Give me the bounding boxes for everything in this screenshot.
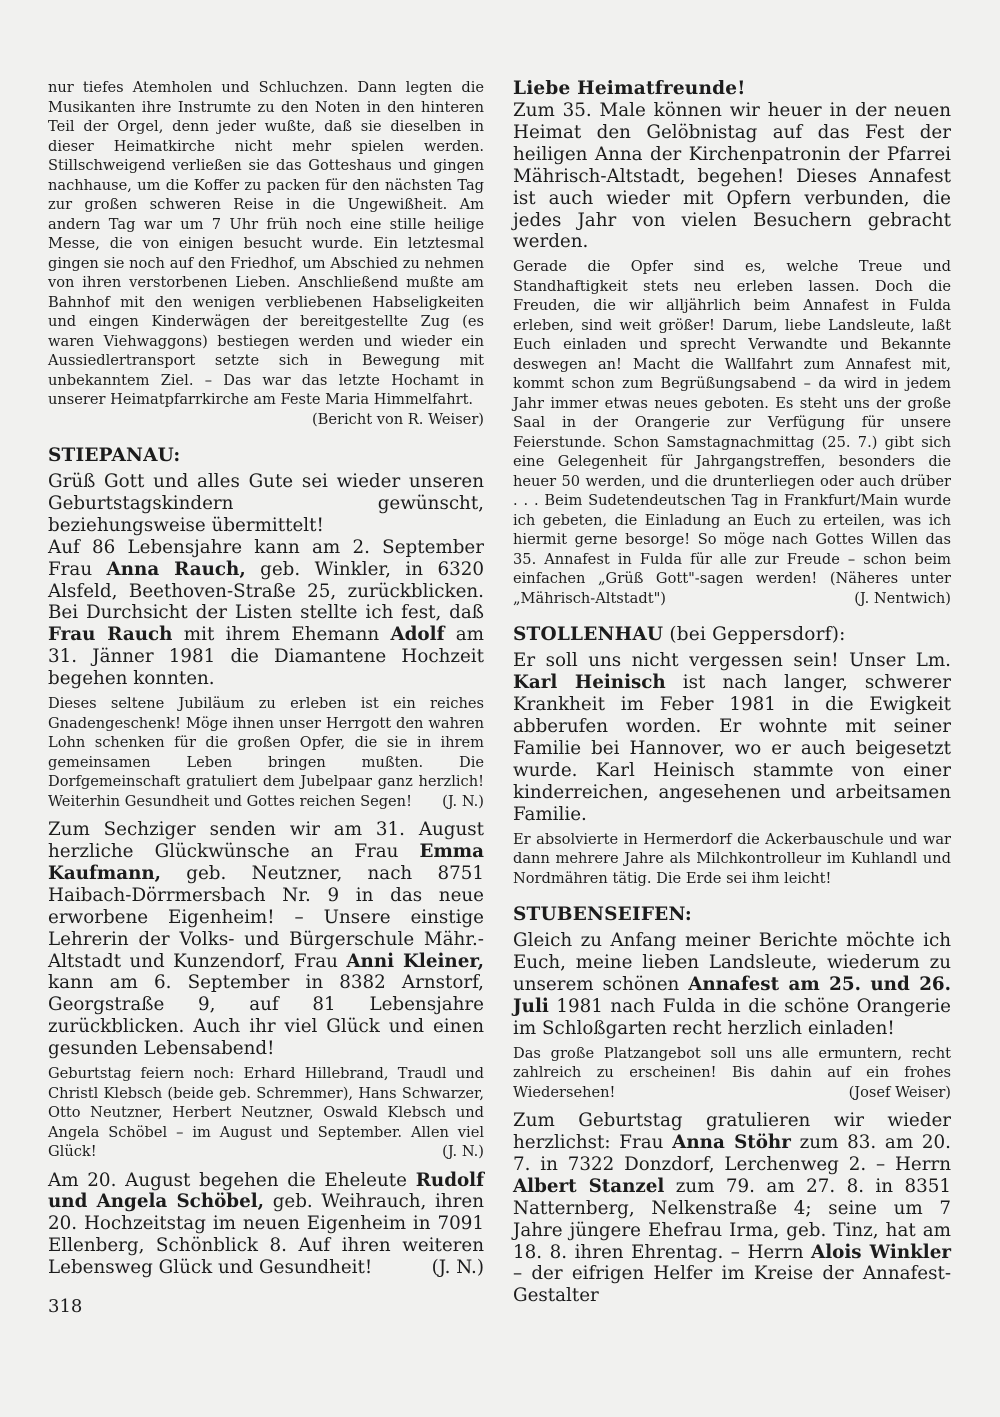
signature: (J. N.) <box>442 792 484 810</box>
paragraph-greeting: Grüß Gott und alles Gute sei wieder unseren Geburtstagskindern gewünscht, beziehungsweise übermittelt! <box>48 471 484 536</box>
paragraph-emma-kaufmann: Zum Sechziger senden wir am 31. August herzliche Glückwünsche an Frau Emma Kaufmann, geb. Neutzner, nach 8751 Haibach-Dörrmersbach Nr. 9 in das neue erworbene Eigenheim! – Unsere einstige Lehrerin der Volks- und Bürgerschule Mähr.-Altstadt und Kunzendorf, Frau Anni Kleiner, kann am 6. September in 8382 Arnstorf, Georgstraße 9, auf 81 Lebensjahre zurückblicken. Auch ihr viel Glück und einen gesunden Lebensabend! <box>48 819 484 1060</box>
heading-stubenseifen: STUBENSEIFEN: <box>513 904 692 926</box>
report-credit: (Bericht von R. Weiser) <box>311 410 484 428</box>
paragraph-platzangebot: Das große Platzangebot soll uns alle ermuntern, recht zahlreich zu erscheinen! Bis dahin auf ein frohes Wiedersehen! (Josef Weiser) <box>513 1044 951 1101</box>
paragraph-stubenseifen-invite: Gleich zu Anfang meiner Berichte möchte ich Euch, meine lieben Landsleute, wiederum zu unserem schönen Annafest am 25. und 26. Juli 1981 nach Fulda in die schöne Orangerie im Schloßgarten recht herzlich einladen! <box>513 930 952 1039</box>
left-column <box>48 78 484 1279</box>
right-column <box>513 78 951 1307</box>
paragraph-report-end: nur tiefes Atemholen und Schluchzen. Dann legten die Musikanten ihre Instrumte zu den Noten in den hinteren Teil der Orgel, denn jeder wußte, daß sie dieselben in dieser Heimatkirche nicht mehr spielen werden. Stillschweigend verließen sie das Gotteshaus und gingen nachhause, um die Koffer zu packen für den nächsten Tag zur großen schweren Reise in die Ungewißheit. Am andern Tag war um 7 Uhr früh noch eine stille heilige Messe, die von einigen besucht wurde. Ein letztesmal gingen sie noch auf den Friedhof, um Abschied zu nehmen von ihren verstorbenen Lieben. Anschließend mußte am Bahnhof mit den wenigen verbliebenen Habseligkeiten und eingen Kinderwägen der bereitgestellte Zug (es waren Viehwaggons) bestiegen werden und wieder ein Aussiedlertransport setzte sich in Bewegung mit unbekanntem Ziel. – Das war das letzte Hochamt in unserer Heimatpfarrkirche am Feste Maria Himmelfahrt. <box>48 79 484 408</box>
heading-liebe-heimatfreunde: Liebe Heimatfreunde! <box>513 78 746 99</box>
heading-stiepanau: STIEPANAU: <box>48 445 181 466</box>
paragraph-birthdays-stubenseifen: Zum Geburtstag gratulieren wir wieder herzlichst: Frau Anna Stöhr zum 83. am 20. 7. in 7322 Donzdorf, Lerchenweg 2. – Herrn Albert Stanzel zum 79. am 27. 8. in 8351 Natternberg, Nelkenstraße 4; seine um 7 Jahre jüngere Ehefrau Irma, geb. Tinz, hat am 18. 8. ihren Ehrentag. – Herrn Alois Winkler – der eifrigen Helfer im Kreise der Annafest-Gestalter <box>513 1110 951 1307</box>
paragraph-annafest-invitation: Gerade die Opfer sind es, welche Treue und Standhaftigkeit stets neu erleben lassen. Doch die Freuden, die wir alljährlich beim Annafest in Fulda erleben, sind weit größer! Darum, liebe Landsleute, laßt Euch einladen und sprecht Verwandte und Bekannte deswegen an! Macht die Wallfahrt zum Annafest mit, kommt schon zum Begrüßungsabend – da wird in jedem Jahr immer etwas neues geboten. Es steht uns der große Saal in der Orangerie zur Verfügung für unsere Feierstunde. Schon Samstagnachmittag (25. 7.) gibt sich eine Gelegenheit für Jahrgangstreffen, besonders die heuer 50 werden, und die drunterliegen oder auch drüber . . . Beim Sudetendeutschen Tag in Frankfurt/Main wurde ich gebeten, die Einladung an Euch zu erteilen, was ich hiermit gerne besorge! So möge nach Gottes Willen das 35. Annafest in Fulda für alle zur Freude – schon beim einfachen „Grüß Gott"-sagen werden! (Näheres unter „Mährisch-Altstadt") (J. Nentwich) <box>513 258 951 607</box>
signature: (J. N.) <box>431 1257 484 1279</box>
page-number: 318 <box>48 1296 83 1317</box>
signature: (Josef Weiser) <box>848 1083 951 1101</box>
paragraph-birthdays-list: Geburtstag feiern noch: Erhard Hillebrand, Traudl und Christl Klebsch (beide geb. Schremmer), Hans Schwarzer, Otto Neutzner, Herbert Neutzner, Oswald Klebsch und Angela Schöbel – im August und September. Allen viel Glück! (J. N.) <box>48 1065 484 1161</box>
signature: (J. N.) <box>442 1143 484 1161</box>
paragraph-annafest-intro: Zum 35. Male können wir heuer in der neuen Heimat den Gelöbnistag auf das Fest der heiligen Anna der Kirchenpatronin der Pfarrei Mährisch-Altstadt, begehen! Dieses Annafest ist auch wieder mit Opfern verbunden, die jedes Jahr von vielen Besuchern gebracht werden. <box>513 100 951 253</box>
paragraph-jubilee: Dieses seltene Jubiläum zu erleben ist ein reiches Gnadengeschenk! Möge ihnen unser Herrgott den wahren Lohn schenken für die großen Opfer, die sie in ihrem gemeinsamen Leben bringen mußten. Die Dorfgemeinschaft gratuliert dem Jubelpaar ganz herzlich! Weiterhin Gesundheit und Gottes reichen Segen! (J. N.) <box>48 695 484 810</box>
paragraph-anna-rauch: Auf 86 Lebensjahre kann am 2. September Frau Anna Rauch, geb. Winkler, in 6320 Alsfeld, Beethoven-Straße 25, zurückblicken. Bei Durchsicht der Listen stellte ich fest, daß Frau Rauch mit ihrem Ehemann Adolf am 31. Jänner 1981 die Diamantene Hochzeit begehen konnten. <box>48 536 484 690</box>
paragraph-karl-heinisch: Er soll uns nicht vergessen sein! Unser Lm. Karl Heinisch ist nach langer, schwerer Krankheit im Feber 1981 in die Ewigkeit abberufen worden. Er wohnte mit seiner Familie bei Hannover, wo er auch beigesetzt wurde. Karl Heinisch stammte von einer kinderreichen, angesehenen und arbeitsamen Familie. <box>513 650 951 825</box>
paragraph-ackerbauschule: Er absolvierte in Hermerdorf die Ackerbauschule und war dann mehrere Jahre als Milchkontrolleur im Kuhlandl und Nordmähren tätig. Die Erde sei ihm leicht! <box>513 830 951 887</box>
heading-stollenhau: STOLLENHAU (bei Geppersdorf): <box>513 624 846 646</box>
signature: (J. Nentwich) <box>854 589 951 607</box>
paragraph-schoebel: Am 20. August begehen die Eheleute Rudolf und Angela Schöbel, geb. Weihrauch, ihren 20. Hochzeitstag im neuen Eigenheim in 7091 Ellenberg, Schönblick 8. Auf ihren weiteren Lebensweg Glück und Gesundheit! (J. N.) <box>48 1169 484 1279</box>
